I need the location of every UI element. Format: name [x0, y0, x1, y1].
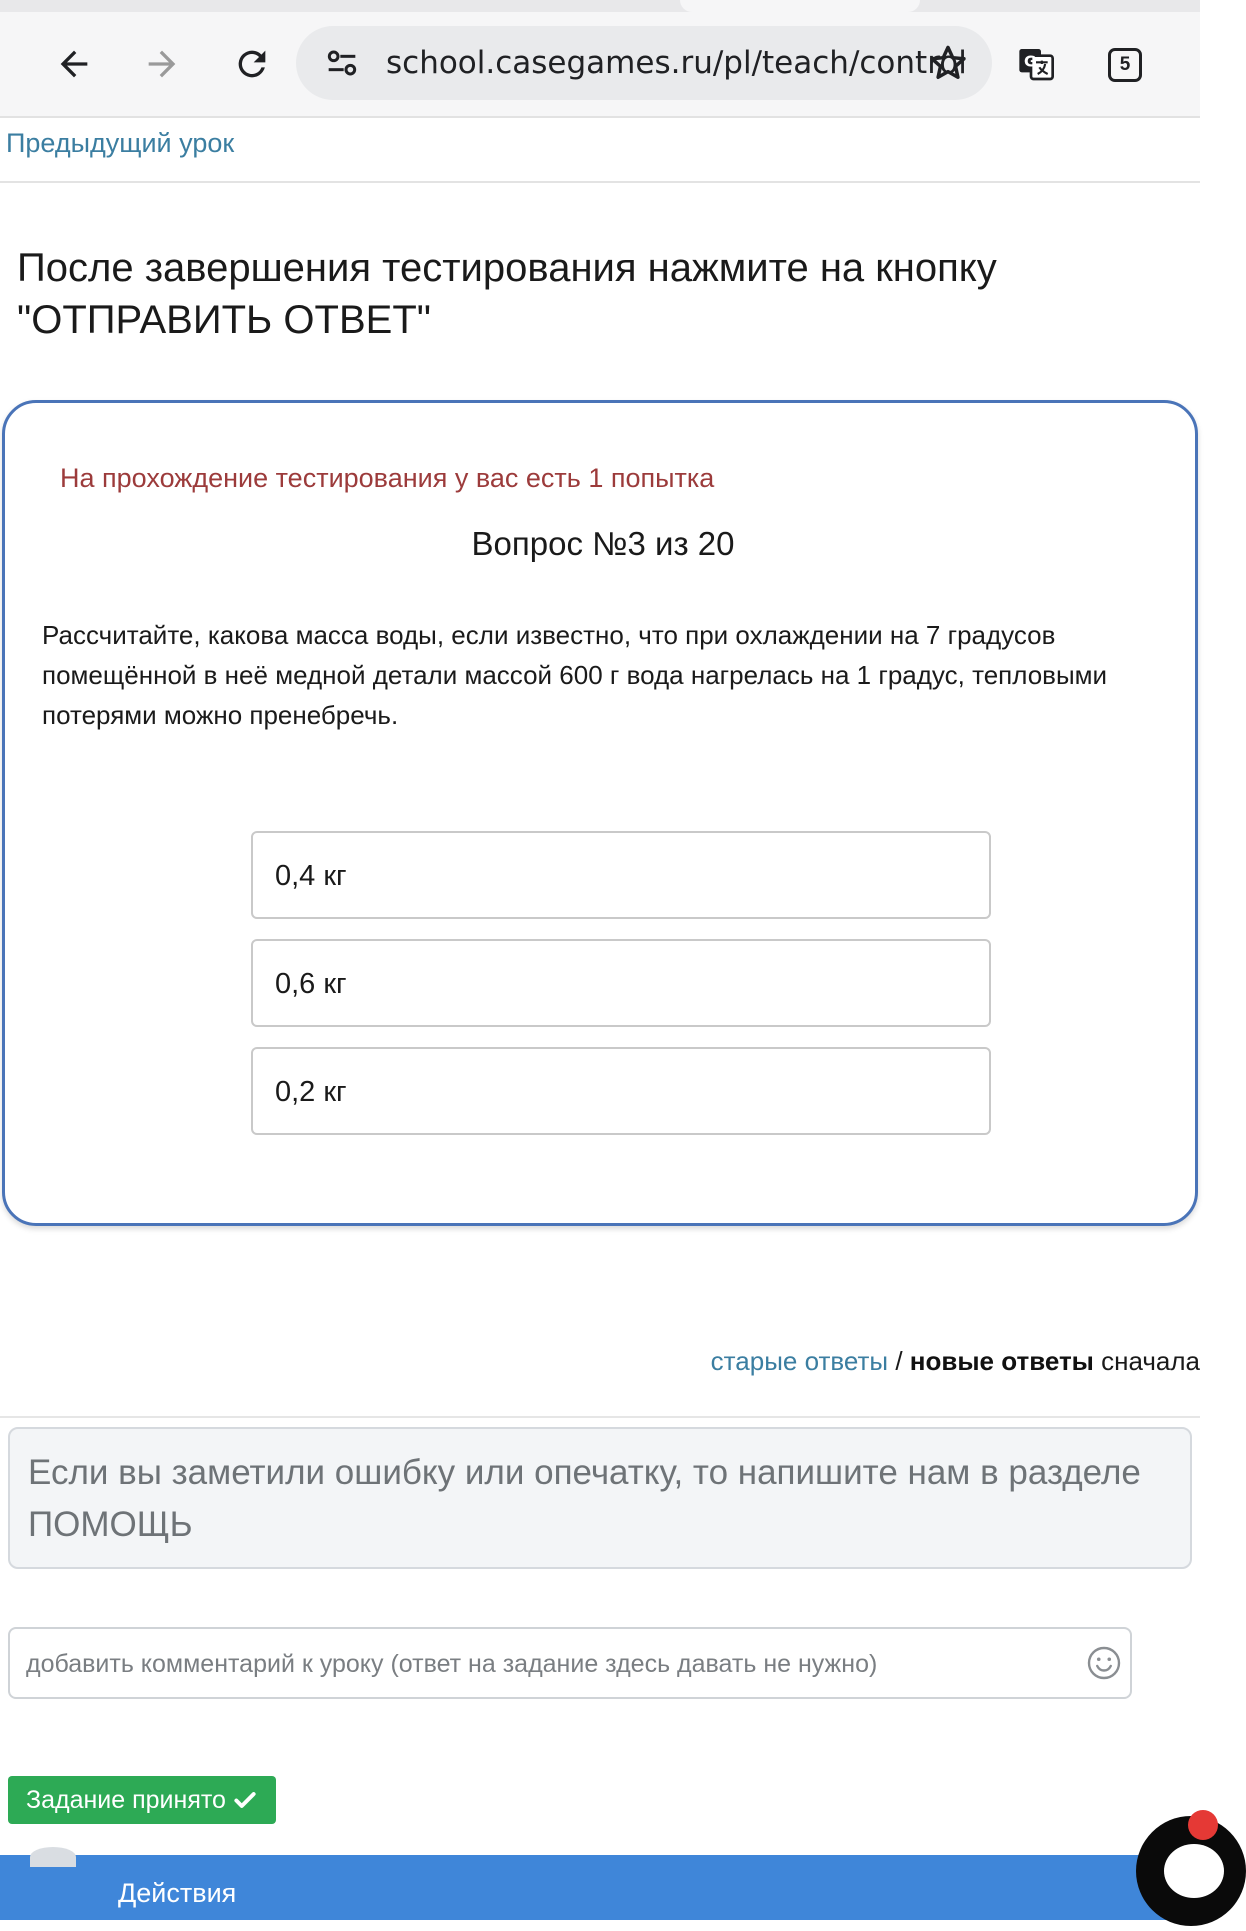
sort-suffix: сначала	[1093, 1346, 1200, 1376]
actions-button[interactable]: Действия	[118, 1878, 237, 1908]
question-text: Рассчитайте, какова масса воды, если известно, что при охлаждении на 7 градусов помещённой в неё медной детали массой 600 г вода нагрелась на 1 градус, тепловыми потерями можно пренебречь.	[42, 620, 1108, 730]
sort-new-answers-label: новые ответы	[909, 1346, 1094, 1376]
answer-option[interactable]	[251, 939, 991, 1027]
comment-sort	[711, 1346, 1200, 1377]
translate-icon	[1016, 44, 1056, 84]
divider	[0, 1416, 1200, 1418]
site-settings-icon[interactable]	[322, 43, 362, 83]
svg-text:G: G	[1024, 52, 1037, 71]
answer-option-label: 0,2 кг	[275, 1076, 347, 1108]
page-title: После завершения тестирования нажмите на кнопку "ОТПРАВИТЬ ОТВЕТ"	[17, 246, 997, 342]
reload-button[interactable]	[226, 38, 278, 90]
active-tab[interactable]	[680, 0, 920, 12]
forward-button[interactable]	[136, 38, 188, 90]
attempts-note: На прохождение тестирования у вас есть 1 попытка	[60, 463, 715, 493]
task-accepted-badge	[8, 1776, 276, 1824]
url-text[interactable]: school.casegames.ru/pl/teach/control	[386, 45, 967, 81]
divider	[0, 181, 1200, 183]
smiley-icon[interactable]	[1086, 1645, 1122, 1681]
bottom-actions-bar	[0, 1855, 1200, 1920]
reload-icon	[232, 44, 272, 84]
sort-separator: /	[888, 1346, 910, 1376]
quiz-card	[2, 400, 1198, 1226]
notice-text: Если вы заметили ошибку или опечатку, то напишите нам в разделе ПОМОЩЬ	[28, 1453, 1141, 1544]
notification-badge	[1188, 1810, 1218, 1840]
back-arrow-icon	[54, 44, 94, 84]
back-button[interactable]	[48, 38, 100, 90]
answer-option[interactable]	[251, 1047, 991, 1135]
avatar	[30, 1847, 76, 1867]
checkmark-icon	[232, 1787, 258, 1813]
star-icon[interactable]	[926, 41, 970, 85]
answer-option[interactable]	[251, 831, 991, 919]
tab-strip	[0, 0, 1200, 12]
chat-icon-inner	[1164, 1844, 1224, 1898]
comment-input[interactable]	[24, 1629, 1078, 1699]
task-accepted-label: Задание принято	[26, 1786, 226, 1814]
answer-option-label: 0,4 кг	[275, 860, 347, 892]
error-report-notice	[8, 1427, 1192, 1569]
forward-arrow-icon	[142, 44, 182, 84]
tab-count-icon[interactable]: 5	[1108, 48, 1142, 82]
sort-old-answers-link[interactable]: старые ответы	[710, 1346, 889, 1376]
browser-toolbar	[0, 12, 1200, 118]
previous-lesson-link[interactable]: Предыдущий урок	[6, 128, 235, 158]
answer-option-label: 0,6 кг	[275, 968, 347, 1000]
question-number: Вопрос №3 из 20	[471, 525, 735, 562]
address-bar[interactable]	[296, 26, 992, 100]
translate-button[interactable]	[1010, 38, 1062, 90]
comment-box	[8, 1627, 1132, 1699]
